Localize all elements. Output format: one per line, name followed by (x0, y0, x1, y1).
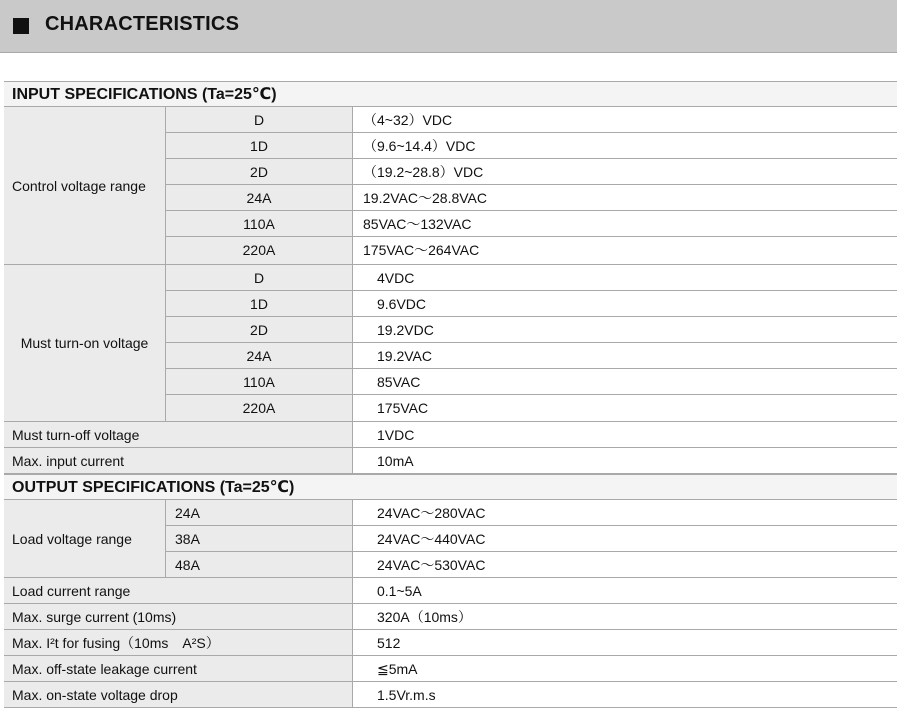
control-type-cell: 110A (166, 211, 353, 237)
page-header (0, 0, 897, 53)
turnon-value-cell: 19.2VAC (353, 343, 897, 369)
control-value-cell: （9.6~14.4）VDC (353, 133, 897, 159)
load-voltage-label: Load voltage range (4, 500, 166, 578)
turnon-type-cell: 2D (166, 317, 353, 343)
leakage-current-value: ≦5mA (353, 656, 897, 682)
turnon-value-cell: 175VAC (353, 395, 897, 422)
turnon-type-cell: 24A (166, 343, 353, 369)
turnon-type-cell: D (166, 265, 353, 291)
load-current-label: Load current range (4, 578, 353, 604)
voltage-drop-label: Max. on-state voltage drop (4, 682, 353, 708)
control-value-cell: 19.2VAC～28.8VAC (353, 185, 897, 211)
turnon-value-cell: 19.2VDC (353, 317, 897, 343)
control-value-cell: 175VAC～264VAC (353, 237, 897, 265)
surge-current-value: 320A（10ms） (353, 604, 897, 630)
max-input-current-value: 10mA (353, 448, 897, 474)
turnon-value-cell: 85VAC (353, 369, 897, 395)
turnon-type-cell: 110A (166, 369, 353, 395)
load-value-cell: 24VAC～440VAC (353, 526, 897, 552)
turnon-value-cell: 4VDC (353, 265, 897, 291)
load-type-cell: 24A (166, 500, 353, 526)
control-type-cell: D (166, 107, 353, 133)
page-title: CHARACTERISTICS (45, 13, 240, 35)
turnon-type-cell: 1D (166, 291, 353, 317)
square-bullet-icon (13, 18, 29, 34)
control-voltage-label: Control voltage range (4, 107, 166, 265)
voltage-drop-value: 1.5Vr.m.s (353, 682, 897, 708)
i2t-fusing-value: 512 (353, 630, 897, 656)
load-value-cell: 24VAC～530VAC (353, 552, 897, 578)
load-type-cell: 38A (166, 526, 353, 552)
turn-on-voltage-label: Must turn-on voltage (4, 265, 166, 422)
output-section-title: OUTPUT SPECIFICATIONS (Ta=25℃) (4, 474, 897, 500)
load-value-cell: 24VAC～280VAC (353, 500, 897, 526)
control-type-cell: 1D (166, 133, 353, 159)
turn-off-voltage-value: 1VDC (353, 422, 897, 448)
turnon-value-cell: 9.6VDC (353, 291, 897, 317)
control-value-cell: 85VAC～132VAC (353, 211, 897, 237)
turn-off-voltage-label: Must turn-off voltage (4, 422, 353, 448)
control-type-cell: 220A (166, 237, 353, 265)
i2t-fusing-label: Max. I²t for fusing（10ms A²S） (4, 630, 353, 656)
leakage-current-label: Max. off-state leakage current (4, 656, 353, 682)
control-type-cell: 2D (166, 159, 353, 185)
control-value-cell: （19.2~28.8）VDC (353, 159, 897, 185)
load-type-cell: 48A (166, 552, 353, 578)
surge-current-label: Max. surge current (10ms) (4, 604, 353, 630)
control-value-cell: （4~32）VDC (353, 107, 897, 133)
control-type-cell: 24A (166, 185, 353, 211)
turnon-type-cell: 220A (166, 395, 353, 422)
load-current-value: 0.1~5A (353, 578, 897, 604)
max-input-current-label: Max. input current (4, 448, 353, 474)
input-section-title: INPUT SPECIFICATIONS (Ta=25℃) (4, 81, 897, 107)
